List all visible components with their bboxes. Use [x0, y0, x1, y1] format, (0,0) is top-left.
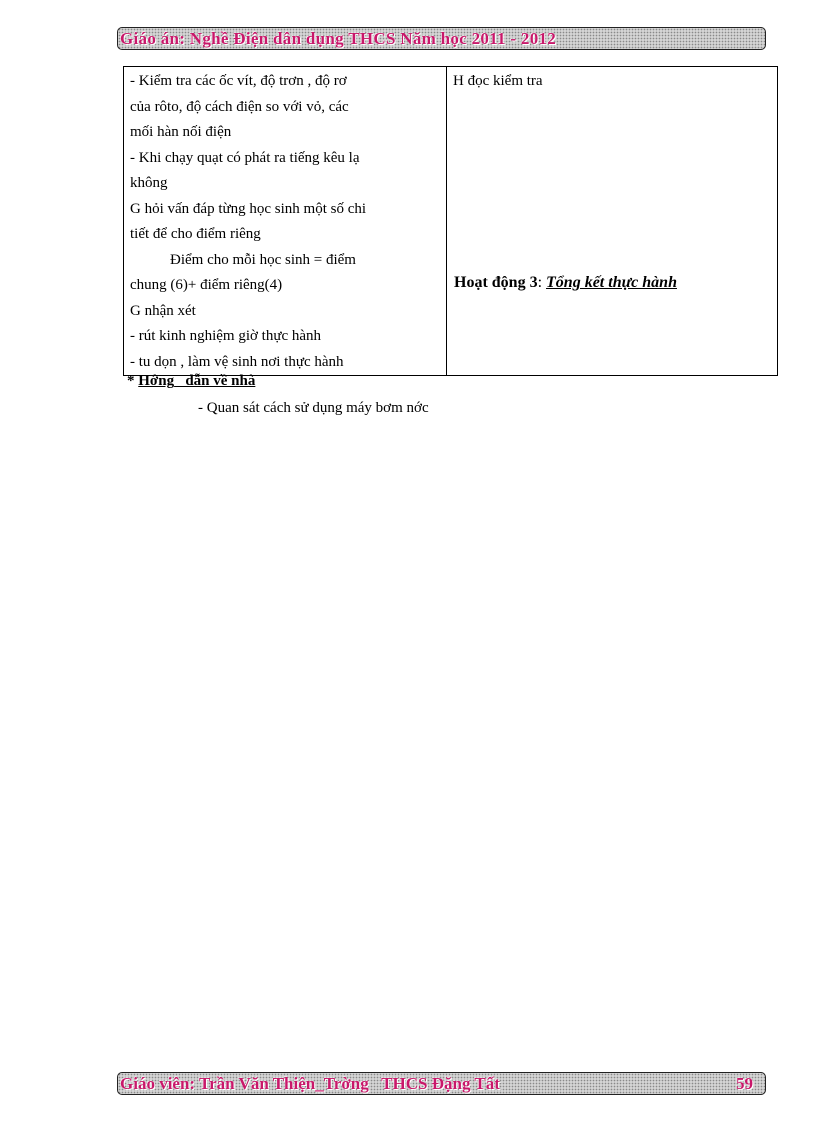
text-line: - tu dọn , làm vệ sinh nơi thực hành [130, 353, 344, 370]
text-line: G hỏi vấn đáp từng học sinh một số chi [130, 200, 367, 217]
footer-teacher: Giáo viên: Trần Văn Thiện_Trờng THCS Đặng Tất [120, 1074, 500, 1093]
text-line: chung (6)+ điểm riêng(4) [130, 277, 283, 293]
activity-label: Hoạt động 3 [454, 274, 538, 291]
header-banner [117, 27, 766, 50]
activity-topic: Tổng kết thực hành [546, 274, 677, 291]
text-line: G nhận xét [130, 302, 196, 319]
student-check-text: H đọc kiểm tra [453, 73, 543, 89]
header-title: Giáo án: Nghề Điện dân dụng THCS Năm học 2011 - 2012 [120, 29, 557, 48]
page-number: 59 [736, 1074, 753, 1093]
text-line: - rút kinh nghiệm giờ thực hành [130, 328, 322, 344]
student-activity-cell [447, 67, 778, 376]
teacher-activity-cell [124, 67, 447, 376]
text-line: Điểm cho mỗi học sinh = điểm [170, 251, 356, 268]
table-row [124, 67, 778, 376]
homework-item: - Quan sát cách sử dụng máy bơm nớc [198, 400, 429, 416]
homework-title-1: Hớng [138, 373, 175, 389]
text-line: tiết để cho điểm riêng [130, 226, 261, 242]
homework-star: * [127, 373, 139, 389]
text-line: mối hàn nối điện [130, 124, 232, 140]
homework-heading [127, 373, 255, 390]
text-line: - Khi chạy quạt có phát ra tiếng kêu lạ [130, 149, 360, 166]
homework-title-2: dẫn về nhà [174, 373, 256, 389]
activity-heading [454, 270, 677, 296]
text-line: không [130, 175, 168, 191]
footer-banner [117, 1072, 766, 1095]
activity-colon: : [537, 274, 547, 291]
text-line: của rôto, độ cách điện so với vỏ, các [130, 98, 349, 115]
lesson-table [123, 66, 778, 376]
text-line: - Kiểm tra các ốc vít, độ trơn , độ rơ [130, 73, 347, 89]
